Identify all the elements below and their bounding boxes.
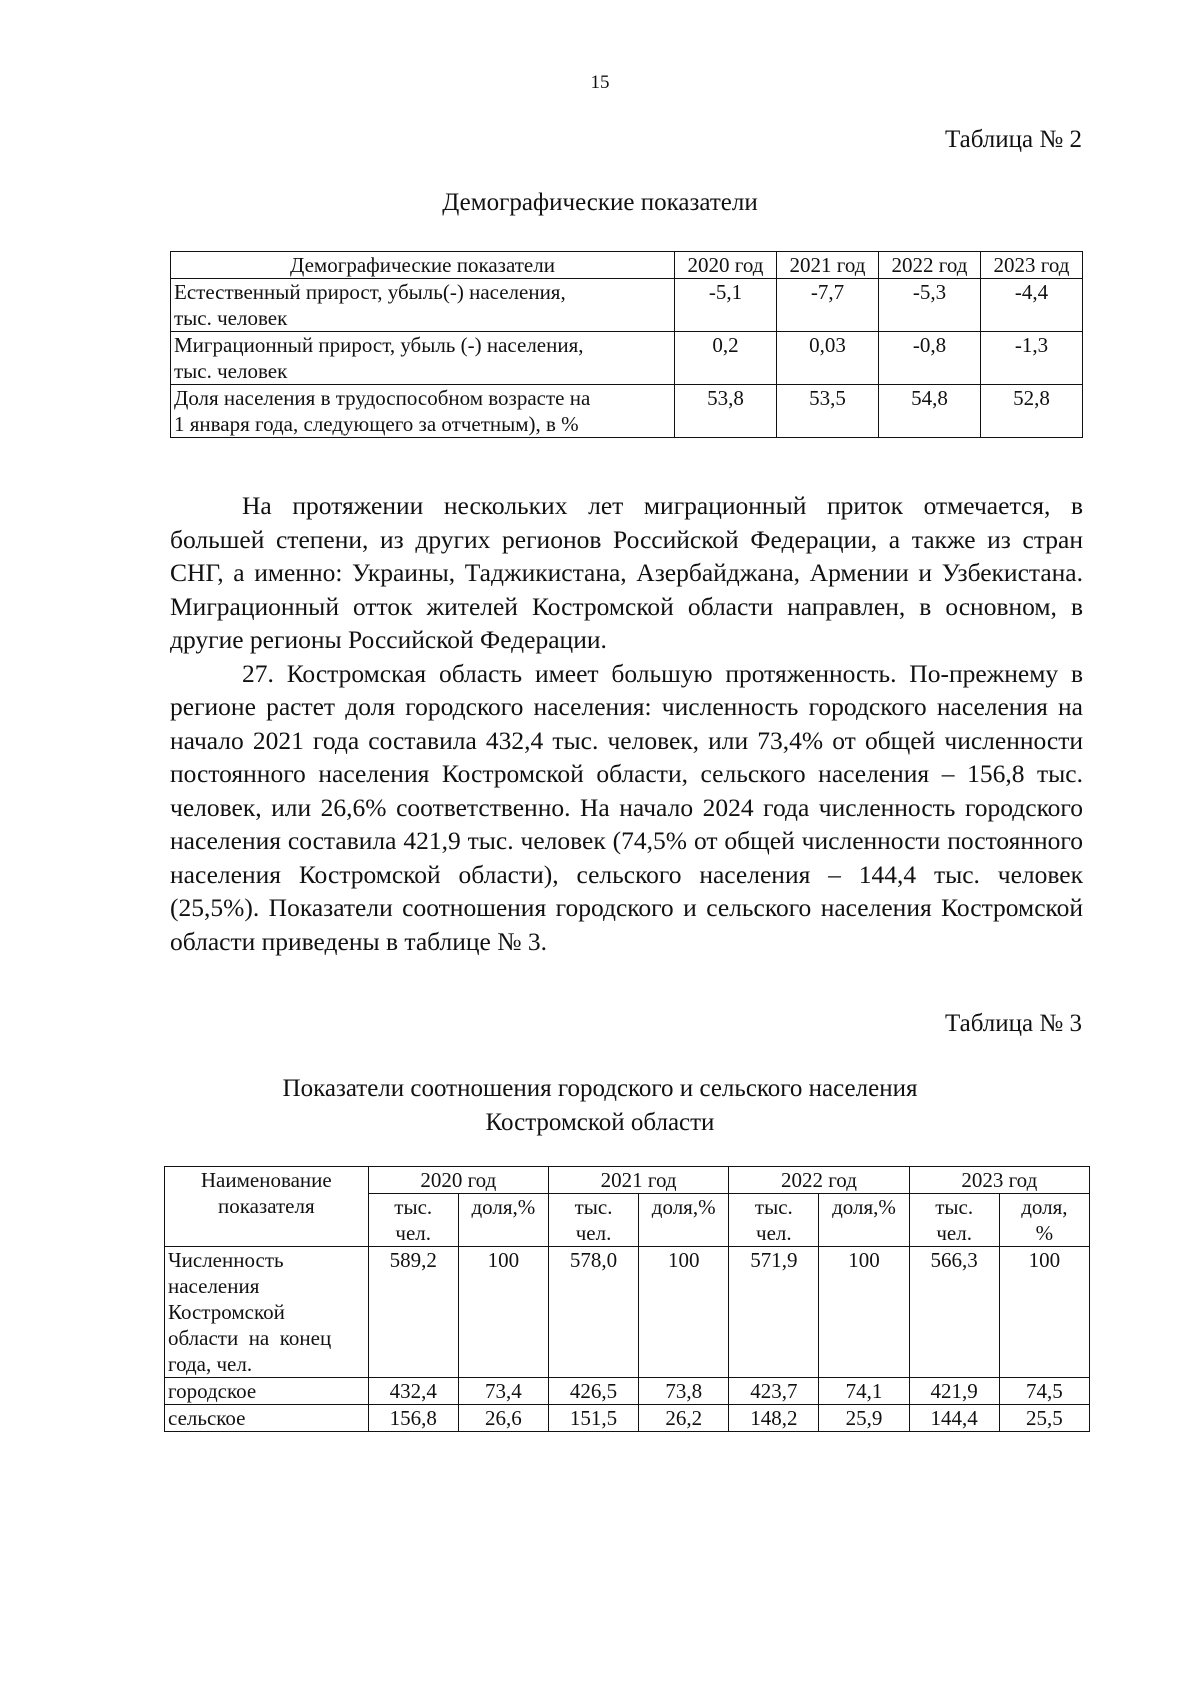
body-text <box>170 489 1083 958</box>
table-row <box>171 385 1083 438</box>
table3-caption: Таблица № 3 <box>944 1010 1082 1037</box>
subheader-cell: доля,% <box>458 1194 548 1247</box>
table-header-row <box>165 1167 1090 1194</box>
year-header-cell: 2022 год <box>729 1167 909 1194</box>
header-cell: 2020 год <box>675 252 777 279</box>
header-cell: 2022 год <box>879 252 981 279</box>
value-cell: 74,1 <box>819 1378 909 1405</box>
subheader-cell: тыс. чел. <box>909 1194 999 1247</box>
paragraph: 27. Костромская область имеет большую протяженность. По-прежнему в регионе растет доля городского населения: численность городского населения на начало 2021 года составила 432,4 тыс. человек, или 73,4% от общей численности постоянного населения Костромской области, сельского населения – 156,8 тыс. человек, или 26,6% соответственно. На начало 2024 года численность городского населения составила 421,9 тыс. человек (74,5% от общей численности постоянного населения Костромской области), сельского населения – 144,4 тыс. человек (25,5%). Показатели соотношения городского и сельского населения Костромской области приведены в таблице № 3. <box>170 658 1083 956</box>
value-cell: 100 <box>458 1247 548 1378</box>
row-label: Доля населения в трудоспособном возрасте на 1 января года, следующего за отчетным), в % <box>171 385 675 438</box>
header-cell: 2023 год <box>981 252 1083 279</box>
value-cell: 53,5 <box>777 385 879 438</box>
header-cell: Демографические показатели <box>171 252 675 279</box>
urban-rural-table <box>164 1166 1090 1432</box>
subheader-cell: доля,% <box>819 1194 909 1247</box>
table2-title: Демографические показатели <box>442 189 758 216</box>
value-cell: 578,0 <box>548 1247 638 1378</box>
value-cell: 151,5 <box>548 1405 638 1432</box>
value-cell: 426,5 <box>548 1378 638 1405</box>
table-header-row <box>171 252 1083 279</box>
value-cell: 74,5 <box>999 1378 1089 1405</box>
value-cell: -5,1 <box>675 279 777 332</box>
year-header-cell: 2020 год <box>368 1167 548 1194</box>
row-label: Естественный прирост, убыль(-) населения, тыс. человек <box>171 279 675 332</box>
value-cell: 73,8 <box>639 1378 729 1405</box>
header-cell: 2021 год <box>777 252 879 279</box>
value-cell: 571,9 <box>729 1247 819 1378</box>
table-row <box>165 1405 1090 1432</box>
value-cell: 156,8 <box>368 1405 458 1432</box>
table-row <box>165 1378 1090 1405</box>
value-cell: 148,2 <box>729 1405 819 1432</box>
table-row <box>171 279 1083 332</box>
value-cell: 0,03 <box>777 332 879 385</box>
year-header-cell: 2021 год <box>548 1167 728 1194</box>
value-cell: -1,3 <box>981 332 1083 385</box>
value-cell: 589,2 <box>368 1247 458 1378</box>
subheader-cell: тыс. чел. <box>368 1194 458 1247</box>
value-cell: -7,7 <box>777 279 879 332</box>
value-cell: 26,2 <box>639 1405 729 1432</box>
value-cell: 421,9 <box>909 1378 999 1405</box>
row-label: Миграционный прирост, убыль (-) населения, тыс. человек <box>171 332 675 385</box>
subheader-cell: доля,% <box>639 1194 729 1247</box>
value-cell: 144,4 <box>909 1405 999 1432</box>
value-cell: 53,8 <box>675 385 777 438</box>
value-cell: -0,8 <box>879 332 981 385</box>
subheader-cell: тыс. чел. <box>729 1194 819 1247</box>
row-label: Численность населения Костромской области на конец года, чел. <box>165 1247 369 1378</box>
year-header-cell: 2023 год <box>909 1167 1089 1194</box>
value-cell: 52,8 <box>981 385 1083 438</box>
demographic-table <box>170 251 1083 438</box>
value-cell: 25,9 <box>819 1405 909 1432</box>
table2-caption: Таблица № 2 <box>944 126 1082 153</box>
table-row <box>165 1247 1090 1378</box>
value-cell: -5,3 <box>879 279 981 332</box>
name-header-cell: Наименование показателя <box>165 1167 369 1247</box>
paragraph: На протяжении нескольких лет миграционный приток отмечается, в большей степени, из других регионов Российской Федерации, а также из стран СНГ, а именно: Украины, Таджикистана, Азербайджана, Армении и Узбекистана. Миграционный отток жителей Костромской области направлен, в основном, в другие регионы Российской Федерации. <box>170 491 1083 654</box>
page-number: 15 <box>590 72 610 93</box>
table-row <box>171 332 1083 385</box>
value-cell: -4,4 <box>981 279 1083 332</box>
value-cell: 566,3 <box>909 1247 999 1378</box>
subheader-cell: доля, % <box>999 1194 1089 1247</box>
value-cell: 54,8 <box>879 385 981 438</box>
value-cell: 100 <box>999 1247 1089 1378</box>
value-cell: 0,2 <box>675 332 777 385</box>
value-cell: 73,4 <box>458 1378 548 1405</box>
value-cell: 100 <box>639 1247 729 1378</box>
value-cell: 423,7 <box>729 1378 819 1405</box>
value-cell: 26,6 <box>458 1405 548 1432</box>
value-cell: 25,5 <box>999 1405 1089 1432</box>
row-label: городское <box>165 1378 369 1405</box>
value-cell: 432,4 <box>368 1378 458 1405</box>
value-cell: 100 <box>819 1247 909 1378</box>
subheader-cell: тыс. чел. <box>548 1194 638 1247</box>
row-label: сельское <box>165 1405 369 1432</box>
table3-title: Показатели соотношения городского и сельского населения Костромской области <box>282 1075 918 1136</box>
